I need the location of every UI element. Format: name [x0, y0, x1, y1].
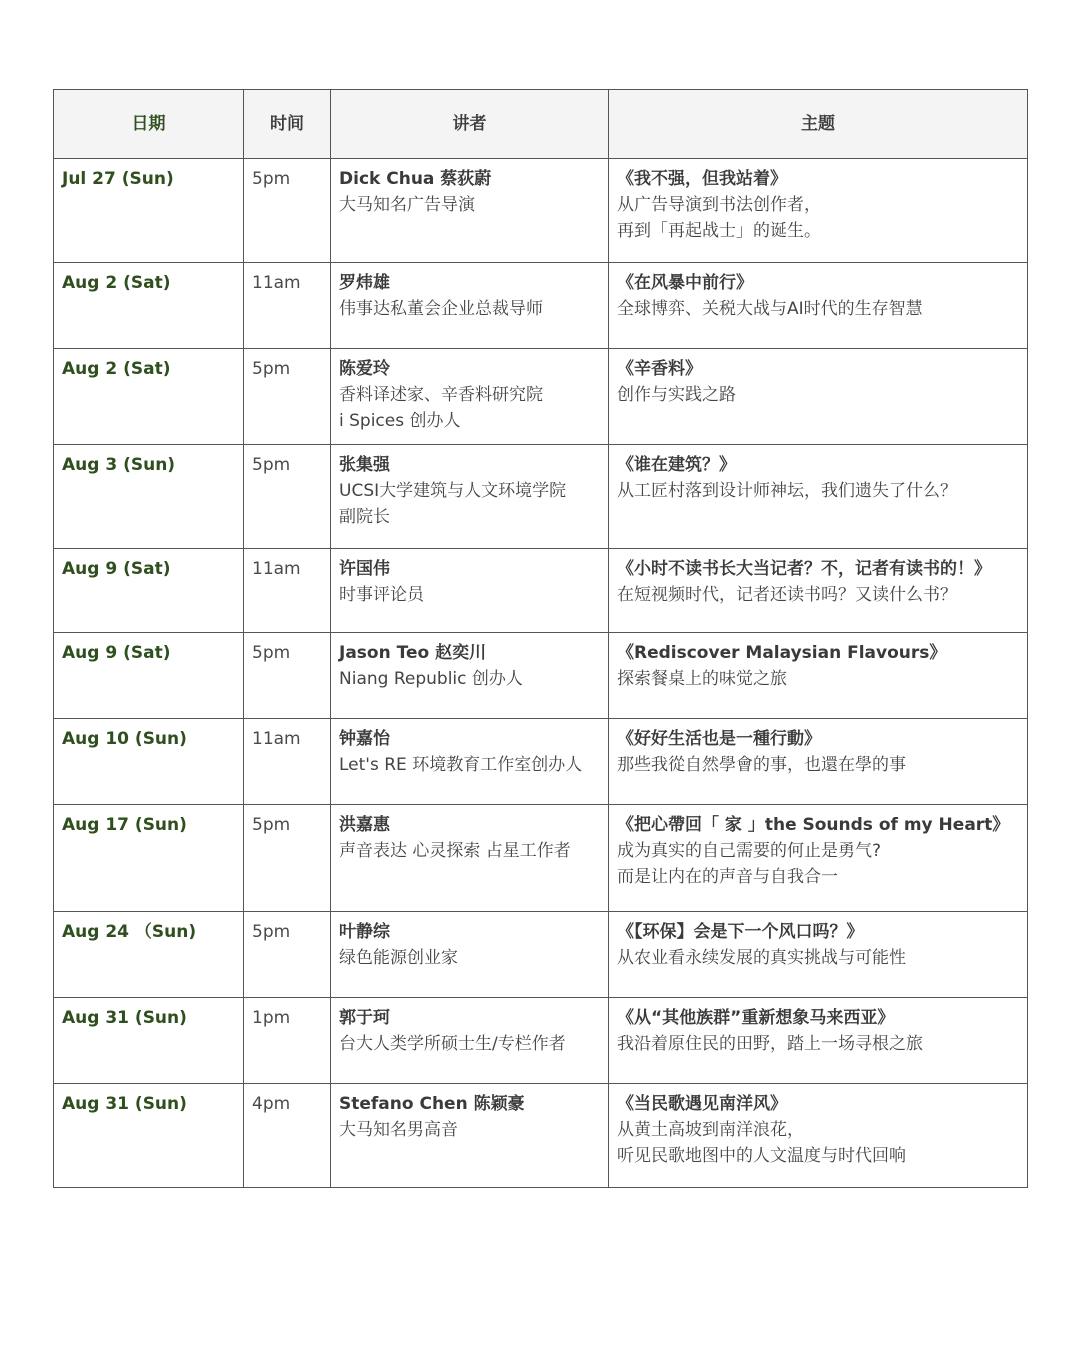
session-time: 5pm: [252, 643, 291, 663]
speaker-name: 陈爱玲: [339, 359, 390, 379]
session-date: Aug 2 (Sat): [62, 359, 171, 379]
speaker-description: 时事评论员: [339, 585, 424, 605]
time-cell: [244, 1084, 331, 1188]
topic-description: 从农业看永续发展的真实挑战与可能性: [617, 948, 906, 968]
speaker-name: 洪嘉惠: [339, 815, 390, 835]
topic-title: 《辛香料》: [617, 359, 702, 379]
speaker-cell: [331, 159, 609, 263]
header-time: 时间: [244, 90, 331, 159]
topic-description: 创作与实践之路: [617, 385, 736, 405]
speaker-name: 罗炜雄: [339, 273, 390, 293]
topic-description: 而是让内在的声音与自我合一: [617, 867, 838, 887]
speaker-description: 大马知名广告导演: [339, 195, 475, 215]
table-header-row: [54, 90, 1028, 159]
time-cell: [244, 719, 331, 805]
table-row: [54, 349, 1028, 445]
session-date: Aug 17 (Sun): [62, 815, 187, 835]
topic-title: 《我不强，但我站着》: [617, 169, 787, 189]
date-cell: [54, 633, 244, 719]
topic-cell: [609, 263, 1028, 349]
topic-cell: [609, 349, 1028, 445]
table-row: [54, 912, 1028, 998]
topic-cell: [609, 445, 1028, 549]
session-date: Jul 27 (Sun): [62, 169, 174, 189]
session-time: 4pm: [252, 1094, 291, 1114]
session-time: 11am: [252, 729, 301, 749]
speaker-description: 伟事达私董会企业总裁导师: [339, 299, 543, 319]
topic-title: 《把心帶回「 家 」the Sounds of my Heart》: [617, 815, 1010, 835]
time-cell: [244, 912, 331, 998]
topic-title: 《当民歌遇见南洋风》: [617, 1094, 787, 1114]
topic-cell: [609, 719, 1028, 805]
session-time: 1pm: [252, 1008, 291, 1028]
topic-description: 那些我從自然學會的事，也還在學的事: [617, 755, 906, 775]
topic-description: 在短视频时代，记者还读书吗？又读什么书？: [617, 585, 957, 605]
session-date: Aug 31 (Sun): [62, 1094, 187, 1114]
speaker-cell: [331, 1084, 609, 1188]
topic-title: 《谁在建筑？》: [617, 455, 736, 475]
topic-description: 再到「再起战士」的诞生。: [617, 221, 821, 241]
date-cell: [54, 549, 244, 633]
speaker-name: 钟嘉怡: [339, 729, 390, 749]
topic-cell: [609, 633, 1028, 719]
date-cell: [54, 349, 244, 445]
time-cell: [244, 549, 331, 633]
topic-description: 从黄土高坡到南洋浪花，: [617, 1120, 804, 1140]
date-cell: [54, 159, 244, 263]
table-row: [54, 263, 1028, 349]
speaker-description: 声音表达 心灵探索 占星工作者: [339, 841, 571, 861]
speaker-cell: [331, 998, 609, 1084]
date-cell: [54, 445, 244, 549]
session-date: Aug 31 (Sun): [62, 1008, 187, 1028]
topic-description: 从工匠村落到设计师神坛，我们遗失了什么？: [617, 481, 957, 501]
table-row: [54, 633, 1028, 719]
table-body: [54, 159, 1028, 1188]
table-row: [54, 998, 1028, 1084]
time-cell: [244, 633, 331, 719]
topic-cell: [609, 1084, 1028, 1188]
time-cell: [244, 159, 331, 263]
speaker-name: Dick Chua 蔡荻蔚: [339, 169, 492, 189]
session-date: Aug 9 (Sat): [62, 643, 171, 663]
date-cell: [54, 805, 244, 912]
topic-title: 《小时不读书长大当记者？不，记者有读书的！》: [617, 559, 991, 579]
session-time: 11am: [252, 273, 301, 293]
session-date: Aug 3 (Sun): [62, 455, 176, 475]
speaker-name: Jason Teo 赵奕川: [339, 643, 487, 663]
header-speaker: 讲者: [331, 90, 609, 159]
session-time: 5pm: [252, 922, 291, 942]
topic-cell: [609, 805, 1028, 912]
speaker-name: 张集强: [339, 455, 390, 475]
speaker-cell: [331, 445, 609, 549]
speaker-description: UCSI大学建筑与人文环境学院: [339, 481, 567, 501]
topic-title: 《在风暴中前行》: [617, 273, 753, 293]
speaker-description: 台大人类学所硕士生/专栏作者: [339, 1034, 566, 1054]
speaker-description: 副院长: [339, 507, 390, 527]
topic-description: 听见民歌地图中的人文温度与时代回响: [617, 1146, 906, 1166]
table-row: [54, 549, 1028, 633]
header-topic: 主题: [609, 90, 1028, 159]
speaker-name: 许国伟: [339, 559, 390, 579]
speaker-cell: [331, 912, 609, 998]
topic-title: 《Rediscover Malaysian Flavours》: [617, 643, 947, 663]
time-cell: [244, 805, 331, 912]
speaker-description: i Spices 创办人: [339, 411, 461, 431]
speaker-description: Niang Republic 创办人: [339, 669, 523, 689]
date-cell: [54, 263, 244, 349]
table-row: [54, 805, 1028, 912]
date-cell: [54, 719, 244, 805]
session-date: Aug 2 (Sat): [62, 273, 171, 293]
topic-cell: [609, 549, 1028, 633]
session-date: Aug 24 （Sun): [62, 922, 197, 942]
topic-description: 我沿着原住民的田野，踏上一场寻根之旅: [617, 1034, 923, 1054]
speaker-cell: [331, 633, 609, 719]
speaker-description: Let's RE 环境教育工作室创办人: [339, 755, 583, 775]
session-date: Aug 10 (Sun): [62, 729, 187, 749]
time-cell: [244, 445, 331, 549]
speaker-name: 叶静综: [339, 922, 390, 942]
speaker-description: 绿色能源创业家: [339, 948, 458, 968]
header-date: 日期: [54, 90, 244, 159]
topic-description: 探索餐桌上的味觉之旅: [617, 669, 787, 689]
speaker-cell: [331, 263, 609, 349]
date-cell: [54, 998, 244, 1084]
time-cell: [244, 349, 331, 445]
date-cell: [54, 1084, 244, 1188]
speaker-cell: [331, 805, 609, 912]
topic-cell: [609, 159, 1028, 263]
speaker-cell: [331, 719, 609, 805]
topic-cell: [609, 998, 1028, 1084]
topic-description: 成为真实的自己需要的何止是勇气?: [617, 841, 882, 861]
table-row: [54, 1084, 1028, 1188]
session-date: Aug 9 (Sat): [62, 559, 171, 579]
session-time: 5pm: [252, 169, 291, 189]
table-row: [54, 445, 1028, 549]
date-cell: [54, 912, 244, 998]
topic-title: 《好好生活也是一種行動》: [617, 729, 821, 749]
topic-description: 全球博弈、关税大战与AI时代的生存智慧: [617, 299, 923, 319]
session-time: 5pm: [252, 359, 291, 379]
table-row: [54, 719, 1028, 805]
time-cell: [244, 263, 331, 349]
schedule-table: [53, 89, 1028, 1188]
speaker-cell: [331, 549, 609, 633]
topic-cell: [609, 912, 1028, 998]
topic-title: 《【环保】会是下一个风口吗？》: [617, 922, 864, 942]
speaker-name: Stefano Chen 陈颖豪: [339, 1094, 525, 1114]
session-time: 11am: [252, 559, 301, 579]
speaker-cell: [331, 349, 609, 445]
topic-description: 从广告导演到书法创作者，: [617, 195, 821, 215]
time-cell: [244, 998, 331, 1084]
session-time: 5pm: [252, 815, 291, 835]
topic-title: 《从“其他族群”重新想象马来西亚》: [617, 1008, 895, 1028]
table-row: [54, 159, 1028, 263]
speaker-description: 香料译述家、辛香料研究院: [339, 385, 543, 405]
speaker-description: 大马知名男高音: [339, 1120, 458, 1140]
speaker-name: 郭于珂: [339, 1008, 390, 1028]
session-time: 5pm: [252, 455, 291, 475]
